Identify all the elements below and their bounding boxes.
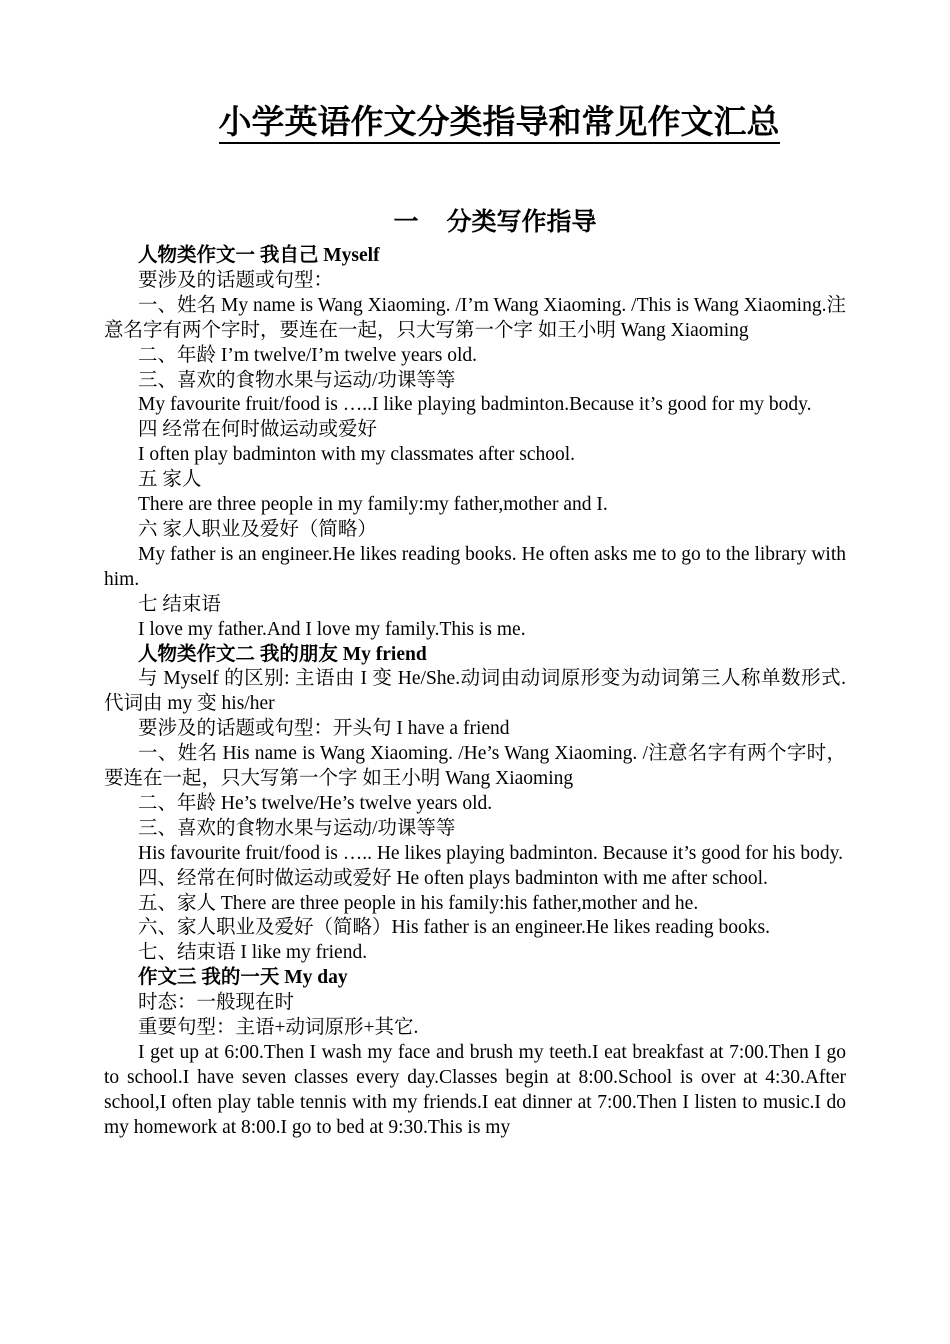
- paragraph: 三、喜欢的食物水果与运动/功课等等: [138, 817, 456, 839]
- paragraph: 四、经常在何时做运动或爱好 He often plays badminton with me after school.: [138, 867, 768, 889]
- paragraph: My father is an engineer.He likes reading books. He often asks me to go to the library with him.: [104, 543, 846, 590]
- document-page: [104, 98, 846, 1141]
- section-title: 分类写作指导: [446, 209, 597, 236]
- paragraph: 四 经常在何时做运动或爱好: [138, 419, 377, 441]
- paragraph: I get up at 6:00.Then I wash my face and brush my teeth.I eat breakfast at 7:00.Then I go to school.I have seven classes every day.Classes begin at 8:00.School is over at 4:30.After school,I often play table tennis with my friends.I eat dinner at 7:00.Then I listen to music.I do my homework at 8:00.I go to bed at 9:30.This is my: [104, 1042, 846, 1138]
- paragraph: 三、喜欢的食物水果与运动/功课等等: [138, 369, 456, 391]
- paragraph: 重要句型：主语+动词原形+其它.: [138, 1017, 419, 1039]
- paragraph: 七、结束语 I like my friend.: [138, 942, 368, 964]
- paragraph: I love my father.And I love my family.This is me.: [138, 618, 526, 640]
- paragraph: 时态：一般现在时: [138, 992, 295, 1014]
- subheading: 人物类作文二 我的朋友 My friend: [138, 643, 427, 665]
- paragraph: 二、年龄 I’m twelve/I’m twelve years old.: [138, 344, 477, 366]
- subheading: 人物类作文一 我自己 Myself: [138, 245, 380, 266]
- paragraph: I often play badminton with my classmates after school.: [138, 444, 576, 466]
- document-title: 小学英语作文分类指导和常见作文汇总: [104, 98, 846, 148]
- paragraph: His favourite fruit/food is ….. He likes playing badminton. Because it’s good for his body.: [138, 842, 843, 864]
- paragraph: 要涉及的话题或句型：: [138, 269, 334, 291]
- paragraph: 二、年龄 He’s twelve/He’s twelve years old.: [138, 792, 493, 814]
- paragraph: 五 家人: [138, 469, 202, 491]
- paragraph: 七 结束语: [138, 593, 221, 615]
- paragraph: There are three people in my family:my father,mother and I.: [138, 494, 608, 516]
- paragraph: 六 家人职业及爱好（简略）: [138, 518, 377, 540]
- paragraph: 一、姓名 My name is Wang Xiaoming. /I’m Wang Xiaoming. /This is Wang Xiaoming.注意名字有两个字时，要连在一起，只大写第一个字 如王小明 Wang Xiaoming: [104, 294, 846, 341]
- section-number: 一: [393, 209, 419, 236]
- paragraph: My favourite fruit/food is …..I like playing badminton.Because it’s good for my body.: [138, 394, 812, 416]
- subheading: 作文三 我的一天 My day: [138, 967, 348, 989]
- paragraph: 一、姓名 His name is Wang Xiaoming. /He’s Wang Xiaoming. /注意名字有两个字时，要连在一起，只大写第一个字 如王小明 Wang Xiaoming: [104, 743, 846, 790]
- paragraph: 与 Myself 的区别: 主语由 I 变 He/She.动词由动词原形变为动词第三人称单数形式.代词由 my 变 his/her: [104, 668, 846, 715]
- section-heading: [104, 206, 846, 240]
- paragraph: 六、家人职业及爱好（简略）His father is an engineer.He likes reading books.: [138, 917, 771, 939]
- paragraph: 五、家人 There are three people in his family:his father,mother and he.: [138, 892, 699, 914]
- body-text: [104, 244, 846, 1141]
- paragraph: 要涉及的话题或句型：开头句 I have a friend: [138, 718, 510, 740]
